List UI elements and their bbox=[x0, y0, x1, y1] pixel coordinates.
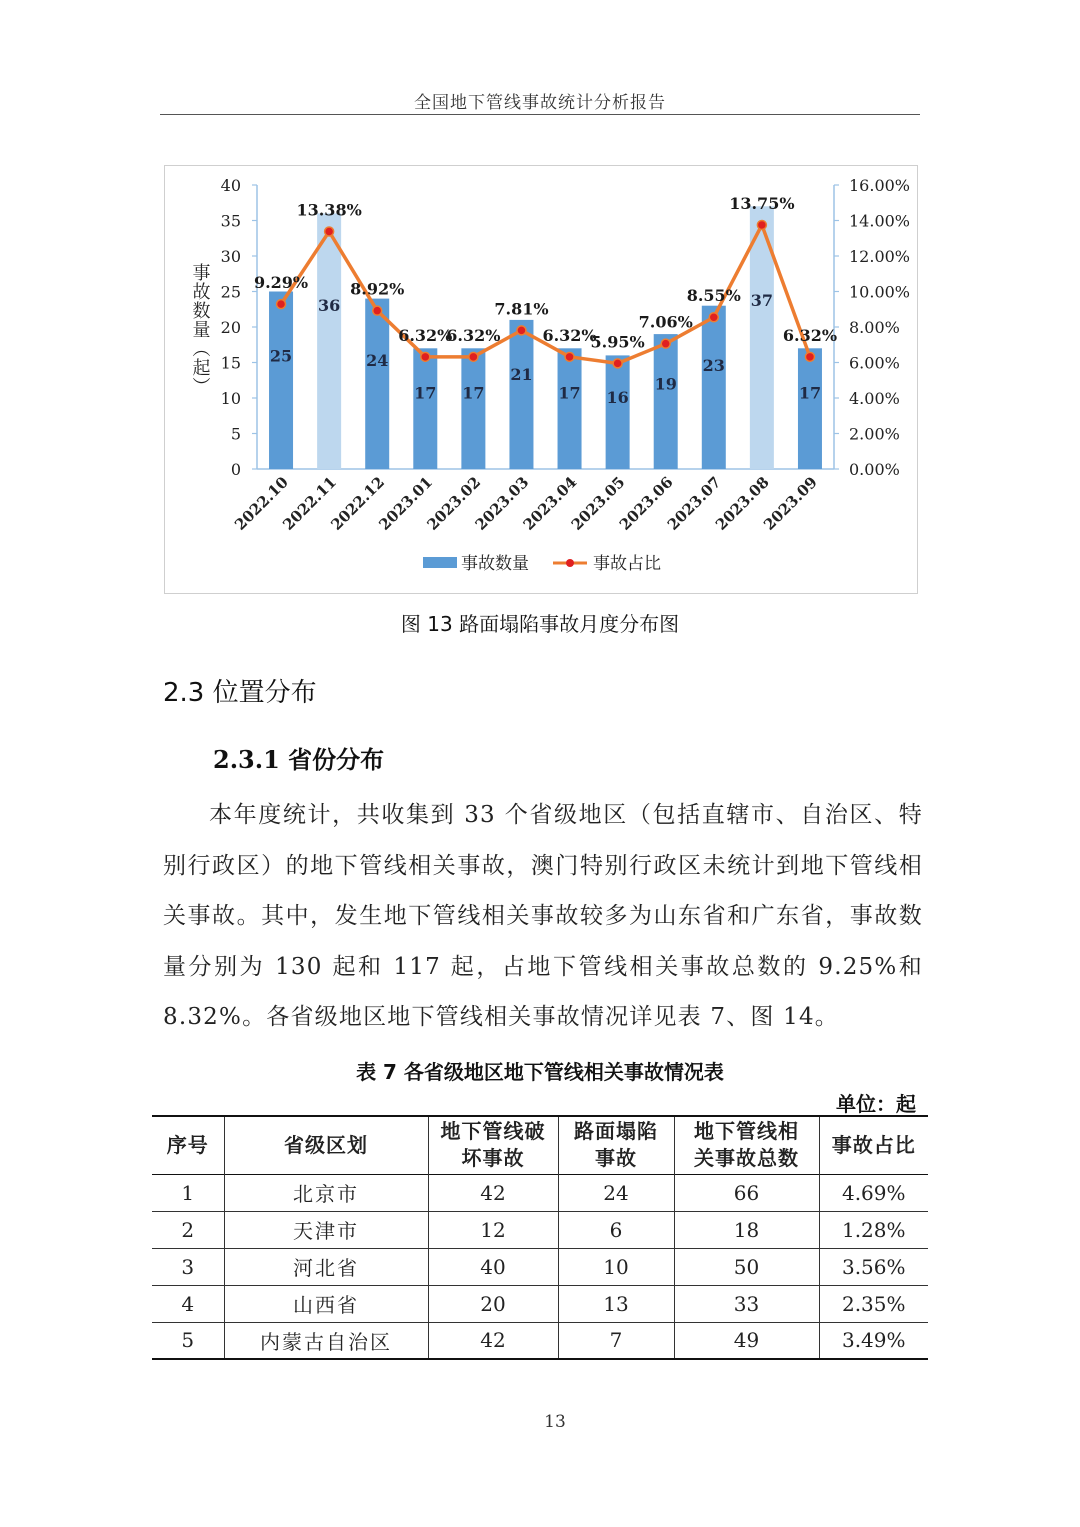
category-label: 2023.05 bbox=[567, 473, 629, 534]
cell-province: 天津市 bbox=[224, 1211, 428, 1248]
header-ratio: 事故占比 bbox=[831, 1132, 916, 1157]
header-index: 序号 bbox=[152, 1116, 224, 1174]
subsection-heading: 2.3.1 省份分布 bbox=[213, 745, 385, 774]
ratio-value-label: 8.92% bbox=[350, 279, 405, 299]
right-tick-label: 0.00% bbox=[849, 460, 900, 479]
header-pipeline-damage: 地下管线破坏事故 bbox=[428, 1116, 558, 1174]
ratio-value-label: 6.32% bbox=[542, 325, 597, 345]
header-province: 省级区划 bbox=[224, 1116, 428, 1174]
bar bbox=[558, 348, 582, 469]
section-heading: 2.3 位置分布 bbox=[163, 678, 317, 708]
left-tick-label: 30 bbox=[220, 247, 241, 266]
cell-ratio: 4.69% bbox=[841, 1180, 906, 1205]
left-tick-label: 25 bbox=[220, 282, 241, 302]
category-label: 2023.06 bbox=[615, 473, 677, 534]
cell-road-collapse: 6 bbox=[558, 1211, 674, 1248]
cell-index: 5 bbox=[152, 1322, 224, 1359]
ratio-value-label: 13.38% bbox=[296, 200, 362, 220]
cell-index: 2 bbox=[152, 1211, 224, 1248]
cell-province: 北京市 bbox=[224, 1174, 428, 1211]
category-label: 2023.09 bbox=[760, 473, 821, 534]
bar-value-label: 21 bbox=[510, 365, 533, 385]
bar bbox=[606, 355, 630, 469]
left-tick-label: 20 bbox=[220, 318, 241, 337]
left-tick-label: 10 bbox=[220, 389, 241, 408]
cell-ratio: 3.49% bbox=[841, 1328, 906, 1353]
bar bbox=[509, 320, 533, 469]
cell-ratio: 1.28% bbox=[841, 1217, 906, 1242]
cell-total: 33 bbox=[674, 1285, 819, 1322]
ratio-marker bbox=[421, 352, 430, 361]
ratio-marker bbox=[325, 227, 334, 236]
ratio-marker bbox=[709, 313, 718, 322]
ratio-marker bbox=[805, 352, 814, 361]
bar-value-label: 16 bbox=[606, 388, 629, 408]
running-header: 全国地下管线事故统计分析报告 bbox=[160, 88, 920, 115]
left-tick-label: 0 bbox=[230, 460, 241, 479]
category-label: 2023.03 bbox=[471, 473, 533, 534]
bar bbox=[798, 348, 822, 469]
cell-pipeline-damage: 42 bbox=[428, 1322, 558, 1359]
body-paragraph: 本年度统计，共收集到 33 个省级地区（包括直辖市、自治区、特别行政区）的地下管线相关事故，澳门特别行政区未统计到地下管线相关事故。其中，发生地下管线相关事故较多为山东省和广东省，事故数量分别为 130 起和 117 起，占地下管线相关事故总数的 9.25%和 8.32%。各省级地区地下管线相关事故情况详见表 7、图 14。 bbox=[163, 802, 923, 1030]
table-body bbox=[152, 1174, 928, 1359]
table-caption: 表 7 各省级地区地下管线相关事故情况表 bbox=[356, 1060, 724, 1084]
bar bbox=[702, 306, 726, 469]
right-tick-label: 14.00% bbox=[849, 211, 911, 231]
bar-value-label: 25 bbox=[269, 346, 293, 366]
bar-value-label: 36 bbox=[317, 295, 341, 315]
bar-value-label: 17 bbox=[798, 383, 822, 403]
page-number: 13 bbox=[544, 1412, 566, 1432]
category-label: 2023.01 bbox=[375, 473, 437, 534]
cell-index: 4 bbox=[152, 1285, 224, 1322]
y-axis-title: 事故数量（起） bbox=[189, 263, 211, 396]
bar bbox=[654, 334, 678, 469]
left-tick-label: 35 bbox=[220, 211, 241, 231]
right-tick-label: 8.00% bbox=[849, 318, 900, 337]
legend-label-ratio: 事故占比 bbox=[593, 554, 661, 574]
bar-value-label: 24 bbox=[366, 351, 389, 371]
combo-chart bbox=[165, 166, 917, 593]
table-header-row bbox=[152, 1116, 928, 1174]
table-row bbox=[152, 1211, 928, 1248]
category-label: 2022.11 bbox=[279, 473, 340, 534]
cell-ratio: 2.35% bbox=[841, 1291, 906, 1316]
cell-index: 3 bbox=[152, 1248, 224, 1285]
cell-pipeline-damage: 42 bbox=[428, 1174, 558, 1211]
category-label: 2022.10 bbox=[231, 473, 292, 534]
bar-value-label: 17 bbox=[558, 383, 581, 403]
ratio-value-label: 7.06% bbox=[638, 312, 693, 332]
cell-pipeline-damage: 40 bbox=[428, 1248, 558, 1285]
bar-value-label: 23 bbox=[702, 355, 725, 375]
header-total: 地下管线相关事故总数 bbox=[674, 1116, 819, 1174]
right-tick-label: 4.00% bbox=[849, 389, 900, 408]
figure-caption: 图 13 路面塌陷事故月度分布图 bbox=[400, 612, 680, 636]
bar-value-label: 37 bbox=[750, 291, 774, 311]
right-tick-label: 10.00% bbox=[849, 282, 911, 302]
table-row bbox=[152, 1322, 928, 1359]
unit-label: 单位：起 bbox=[836, 1092, 916, 1116]
cell-road-collapse: 24 bbox=[558, 1174, 674, 1211]
table-row bbox=[152, 1285, 928, 1322]
bar bbox=[269, 292, 293, 470]
bar-value-label: 17 bbox=[414, 383, 437, 403]
cell-road-collapse: 7 bbox=[558, 1322, 674, 1359]
category-label: 2023.02 bbox=[423, 473, 485, 534]
bar bbox=[413, 348, 437, 469]
bar bbox=[365, 299, 389, 469]
chart-container bbox=[164, 165, 918, 594]
cell-road-collapse: 10 bbox=[558, 1248, 674, 1285]
legend-swatch-bar bbox=[423, 557, 457, 568]
cell-total: 66 bbox=[674, 1174, 819, 1211]
ratio-value-label: 8.55% bbox=[686, 286, 741, 306]
cell-road-collapse: 13 bbox=[558, 1285, 674, 1322]
cell-province: 山西省 bbox=[224, 1285, 428, 1322]
category-label: 2023.04 bbox=[519, 473, 581, 534]
cell-ratio: 3.56% bbox=[841, 1254, 906, 1279]
ratio-value-label: 7.81% bbox=[494, 299, 549, 319]
category-label: 2023.07 bbox=[663, 473, 725, 534]
ratio-value-label: 5.95% bbox=[590, 332, 645, 352]
ratio-marker bbox=[373, 306, 382, 315]
ratio-marker bbox=[565, 352, 574, 361]
left-tick-label: 5 bbox=[230, 424, 241, 444]
category-label: 2023.08 bbox=[711, 473, 773, 534]
ratio-marker bbox=[517, 326, 526, 335]
bar-value-label: 17 bbox=[462, 383, 485, 403]
cell-pipeline-damage: 20 bbox=[428, 1285, 558, 1322]
cell-total: 49 bbox=[674, 1322, 819, 1359]
ratio-value-label: 6.32% bbox=[446, 325, 501, 345]
cell-pipeline-damage: 12 bbox=[428, 1211, 558, 1248]
cell-province: 内蒙古自治区 bbox=[224, 1322, 428, 1359]
cell-province: 河北省 bbox=[224, 1248, 428, 1285]
bar-value-label: 19 bbox=[654, 374, 677, 394]
bar bbox=[317, 213, 341, 469]
ratio-marker bbox=[613, 359, 622, 368]
table-row bbox=[152, 1248, 928, 1285]
ratio-value-label: 6.32% bbox=[782, 325, 838, 345]
province-accident-table bbox=[152, 1115, 928, 1360]
left-tick-label: 40 bbox=[220, 176, 241, 195]
left-tick-label: 15 bbox=[220, 353, 241, 373]
bar bbox=[461, 348, 485, 469]
header-road-collapse: 路面塌陷事故 bbox=[558, 1116, 674, 1174]
right-tick-label: 12.00% bbox=[849, 247, 911, 266]
ratio-value-label: 6.32% bbox=[398, 325, 453, 345]
ratio-marker bbox=[277, 300, 286, 309]
category-label: 2022.12 bbox=[327, 473, 389, 534]
cell-index: 1 bbox=[152, 1174, 224, 1211]
legend-label-count: 事故数量 bbox=[461, 554, 529, 574]
right-tick-label: 6.00% bbox=[849, 353, 900, 373]
ratio-value-label: 13.75% bbox=[729, 193, 795, 213]
cell-total: 50 bbox=[674, 1248, 819, 1285]
ratio-marker bbox=[757, 220, 766, 229]
cell-total: 18 bbox=[674, 1211, 819, 1248]
legend-marker bbox=[566, 559, 574, 567]
ratio-marker bbox=[469, 352, 478, 361]
table-row bbox=[152, 1174, 928, 1211]
right-tick-label: 16.00% bbox=[849, 176, 911, 195]
ratio-value-label: 9.29% bbox=[253, 273, 309, 293]
ratio-marker bbox=[661, 339, 670, 348]
right-tick-label: 2.00% bbox=[849, 424, 900, 444]
